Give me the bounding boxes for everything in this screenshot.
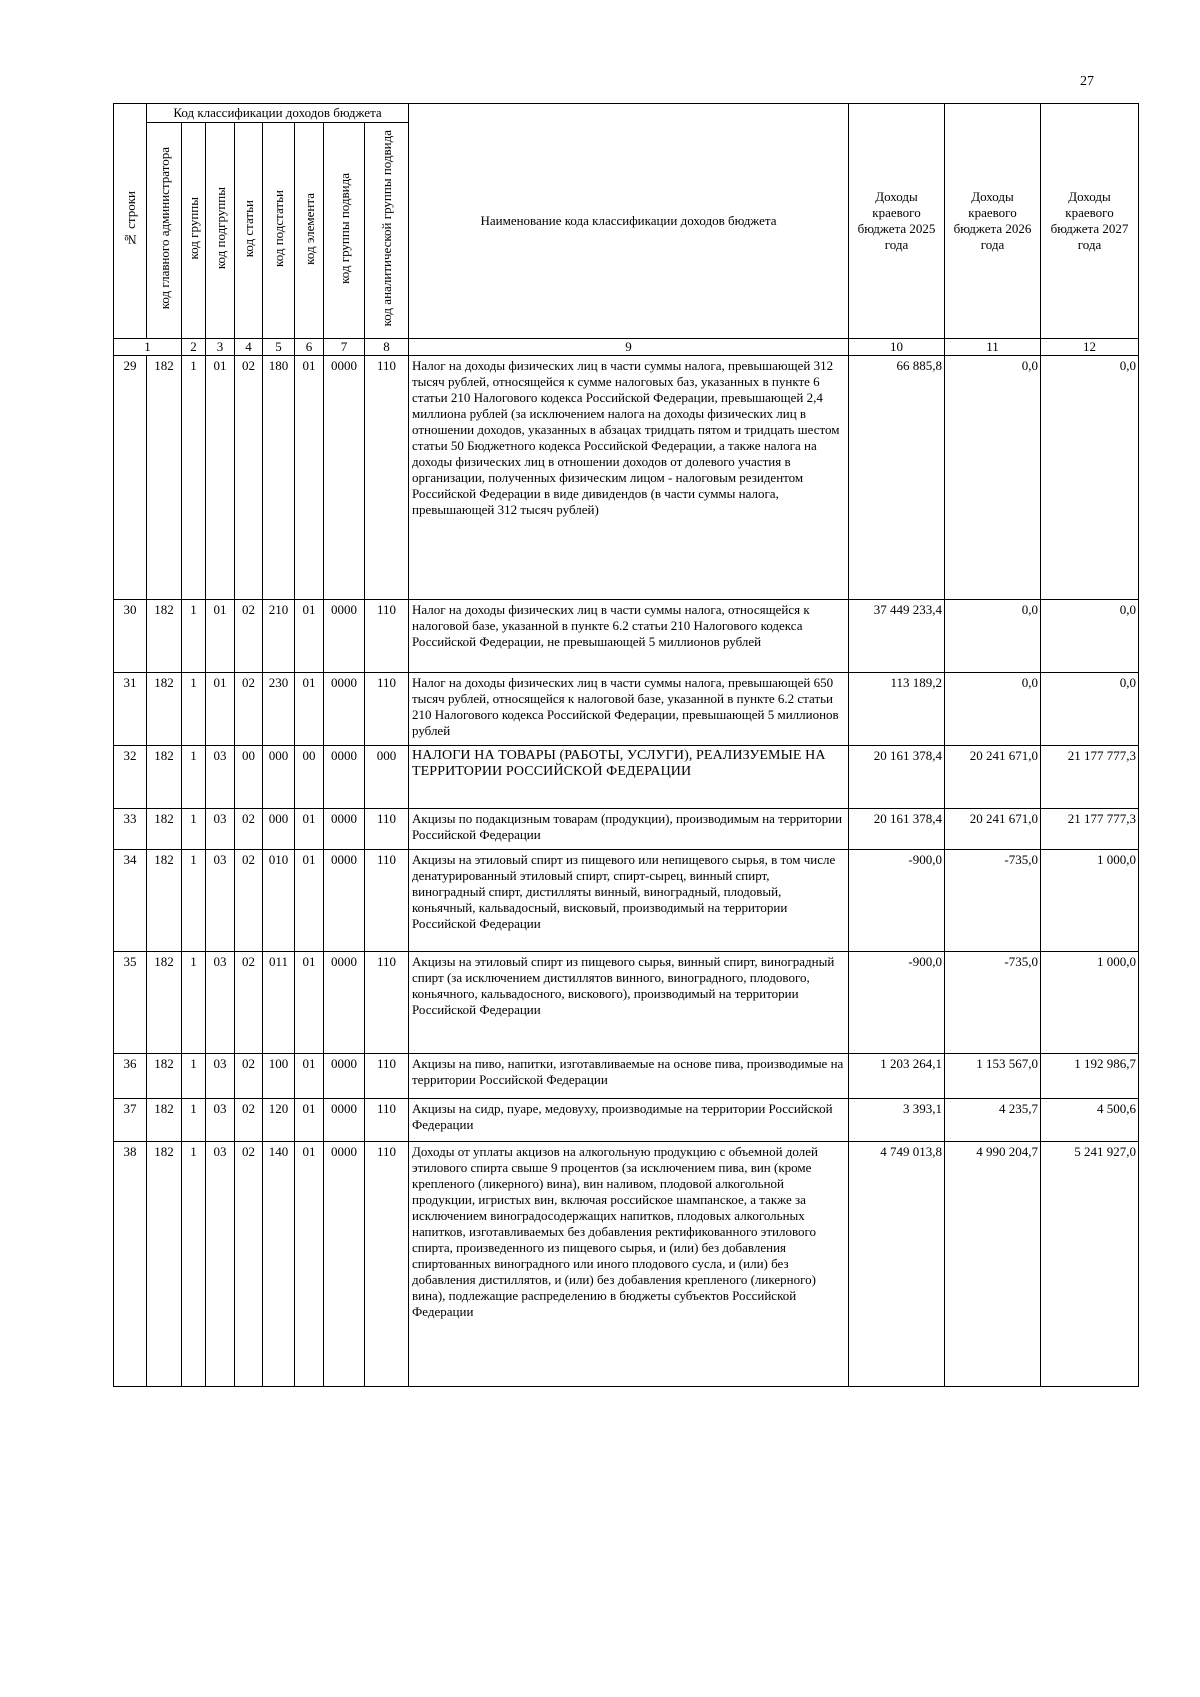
income-2027: 1 000,0 [1041,850,1139,952]
admin-code: 182 [147,850,182,952]
income-2025: 37 449 233,4 [849,600,945,673]
analytic-group-code: 110 [365,1142,409,1387]
admin-code: 182 [147,809,182,850]
income-2025: 113 189,2 [849,673,945,746]
subarticle-code: 180 [263,356,295,600]
analytic-group-code: 110 [365,600,409,673]
subtype-group-code: 0000 [324,600,365,673]
income-2025: 1 203 264,1 [849,1054,945,1099]
subarticle-code: 120 [263,1099,295,1142]
income-name: Доходы от уплаты акцизов на алкогольную продукцию с объемной долей этилового спирта свыше 9 процентов (за исключением пива, вин (кроме крепленого (ликерного) вина), вин наливом, плодовой алкогольной продукции, игристых вин, включая российское шампанское, а также за исключением виноградосодержащих напитков, плодовых алкогольных напитков, изготавливаемых без добавления ректификованного этилового спирта, произведенного из пищевого сырья, и (или) без добавления спиртованных виноградного или иного плодового сусла, и (или) без добавления дистиллятов, и (или) без добавления крепленого (ликерного) вина), подлежащие распределению в бюджеты субъектов Российской Федерации [409,1142,849,1387]
income-2025: -900,0 [849,952,945,1054]
income-2027: 21 177 777,3 [1041,746,1139,809]
subgroup-code: 03 [206,809,235,850]
income-2026: 0,0 [945,673,1041,746]
admin-code: 182 [147,600,182,673]
table-row [114,1054,1139,1099]
article-code: 02 [235,952,263,1054]
subgroup-code: 01 [206,600,235,673]
income-2027: 0,0 [1041,673,1139,746]
header-group-code: код группы [182,123,206,339]
subtype-group-code: 0000 [324,952,365,1054]
row-number: 35 [114,952,147,1054]
element-code: 01 [295,1142,324,1387]
table-row [114,809,1139,850]
analytic-group-code: 110 [365,673,409,746]
column-number: 4 [235,339,263,356]
subgroup-code: 03 [206,746,235,809]
subtype-group-code: 0000 [324,1142,365,1387]
column-number: 2 [182,339,206,356]
column-number: 11 [945,339,1041,356]
income-2025: 4 749 013,8 [849,1142,945,1387]
header-admin-code: код главного администратора [147,123,182,339]
income-2025: 20 161 378,4 [849,746,945,809]
row-number: 29 [114,356,147,600]
group-code: 1 [182,850,206,952]
header-article-code: код статьи [235,123,263,339]
row-number: 36 [114,1054,147,1099]
income-name: Акцизы на этиловый спирт из пищевого или непищевого сырья, в том числе денатурированный этиловый спирт, спирт-сырец, винный спирт, виноградный спирт, дистилляты винный, виноградный, плодовый, коньячный, кальвадосный, висковый, производимый на территории Российской Федерации [409,850,849,952]
income-name: НАЛОГИ НА ТОВАРЫ (РАБОТЫ, УСЛУГИ), РЕАЛИЗУЕМЫЕ НА ТЕРРИТОРИИ РОССИЙСКОЙ ФЕДЕРАЦИИ [409,746,849,809]
table-row [114,1142,1139,1387]
income-name: Акцизы по подакцизным товарам (продукции), производимым на территории Российской Федерации [409,809,849,850]
column-number: 5 [263,339,295,356]
income-2027: 0,0 [1041,600,1139,673]
income-name: Налог на доходы физических лиц в части суммы налога, превышающей 650 тысяч рублей, относящейся к налоговой базе, указанной в пункте 6.2 статьи 210 Налогового кодекса Российской Федерации, превышающей 5 миллионов рублей [409,673,849,746]
table-row [114,356,1139,600]
column-number: 10 [849,339,945,356]
header-row-no: № строки [114,104,147,339]
table-header [114,104,1139,356]
income-2027: 5 241 927,0 [1041,1142,1139,1387]
element-code: 00 [295,746,324,809]
element-code: 01 [295,1099,324,1142]
analytic-group-code: 110 [365,1054,409,1099]
income-name: Акцизы на пиво, напитки, изготавливаемые на основе пива, производимые на территории Российской Федерации [409,1054,849,1099]
income-2026: 0,0 [945,600,1041,673]
subtype-group-code: 0000 [324,1054,365,1099]
subgroup-code: 01 [206,673,235,746]
table-row [114,600,1139,673]
income-2026: 1 153 567,0 [945,1054,1041,1099]
subgroup-code: 03 [206,952,235,1054]
income-2027: 4 500,6 [1041,1099,1139,1142]
article-code: 02 [235,1054,263,1099]
subarticle-code: 000 [263,809,295,850]
group-code: 1 [182,673,206,746]
header-analytic-group-code: код аналитической группы подвида [365,123,409,339]
income-2027: 1 192 986,7 [1041,1054,1139,1099]
article-code: 02 [235,850,263,952]
page-number: 27 [1080,74,1094,89]
row-number: 32 [114,746,147,809]
article-code: 02 [235,356,263,600]
column-number-row [114,339,1139,356]
analytic-group-code: 110 [365,850,409,952]
column-number: 6 [295,339,324,356]
income-name: Акцизы на этиловый спирт из пищевого сырья, винный спирт, виноградный спирт (за исключением дистиллятов винного, виноградного, плодового, коньячного, кальвадосного, вискового), производимый на территории Российской Федерации [409,952,849,1054]
header-subgroup-code: код подгруппы [206,123,235,339]
article-code: 02 [235,809,263,850]
subarticle-code: 011 [263,952,295,1054]
table-body [114,356,1139,1387]
column-number: 7 [324,339,365,356]
subtype-group-code: 0000 [324,746,365,809]
analytic-group-code: 110 [365,1099,409,1142]
row-number: 38 [114,1142,147,1387]
admin-code: 182 [147,952,182,1054]
subgroup-code: 03 [206,850,235,952]
table-row [114,673,1139,746]
group-code: 1 [182,356,206,600]
row-number: 33 [114,809,147,850]
article-code: 02 [235,600,263,673]
article-code: 02 [235,673,263,746]
analytic-group-code: 000 [365,746,409,809]
subgroup-code: 03 [206,1099,235,1142]
subarticle-code: 140 [263,1142,295,1387]
header-income-2025: Доходы краевого бюджета 2025 года [849,104,945,339]
budget-income-table [113,103,1139,1387]
income-2026: -735,0 [945,952,1041,1054]
admin-code: 182 [147,1099,182,1142]
subarticle-code: 000 [263,746,295,809]
header-name: Наименование кода классификации доходов бюджета [409,104,849,339]
element-code: 01 [295,952,324,1054]
header-income-2027: Доходы краевого бюджета 2027 года [1041,104,1139,339]
group-code: 1 [182,952,206,1054]
subgroup-code: 03 [206,1054,235,1099]
table-row [114,952,1139,1054]
subtype-group-code: 0000 [324,850,365,952]
element-code: 01 [295,356,324,600]
subarticle-code: 100 [263,1054,295,1099]
income-2026: 4 990 204,7 [945,1142,1041,1387]
column-number: 9 [409,339,849,356]
article-code: 02 [235,1099,263,1142]
row-number: 30 [114,600,147,673]
column-number: 3 [206,339,235,356]
subtype-group-code: 0000 [324,1099,365,1142]
table-row [114,850,1139,952]
income-2026: 20 241 671,0 [945,809,1041,850]
table-row [114,1099,1139,1142]
column-number: 12 [1041,339,1139,356]
element-code: 01 [295,673,324,746]
header-classification-group: Код классификации доходов бюджета [147,104,409,123]
subtype-group-code: 0000 [324,673,365,746]
income-2026: 4 235,7 [945,1099,1041,1142]
row-number: 34 [114,850,147,952]
element-code: 01 [295,1054,324,1099]
article-code: 02 [235,1142,263,1387]
income-2025: -900,0 [849,850,945,952]
column-number: 1 [114,339,182,356]
header-subarticle-code: код подстатьи [263,123,295,339]
admin-code: 182 [147,746,182,809]
group-code: 1 [182,1142,206,1387]
admin-code: 182 [147,673,182,746]
header-income-2026: Доходы краевого бюджета 2026 года [945,104,1041,339]
element-code: 01 [295,850,324,952]
income-2027: 21 177 777,3 [1041,809,1139,850]
subtype-group-code: 0000 [324,809,365,850]
admin-code: 182 [147,356,182,600]
element-code: 01 [295,809,324,850]
subarticle-code: 230 [263,673,295,746]
article-code: 00 [235,746,263,809]
table-row [114,746,1139,809]
income-name: Налог на доходы физических лиц в части суммы налога, относящейся к налоговой базе, указанной в пункте 6.2 статьи 210 Налогового кодекса Российской Федерации, не превышающей 5 миллионов рублей [409,600,849,673]
analytic-group-code: 110 [365,809,409,850]
element-code: 01 [295,600,324,673]
income-2027: 0,0 [1041,356,1139,600]
admin-code: 182 [147,1142,182,1387]
subtype-group-code: 0000 [324,356,365,600]
income-2025: 20 161 378,4 [849,809,945,850]
subarticle-code: 210 [263,600,295,673]
row-number: 31 [114,673,147,746]
header-element-code: код элемента [295,123,324,339]
income-2025: 3 393,1 [849,1099,945,1142]
income-name: Налог на доходы физических лиц в части суммы налога, превышающей 312 тысяч рублей, относящейся к сумме налоговых баз, указанных в пункте 6 статьи 210 Налогового кодекса Российской Федерации, превышающей 2,4 миллиона рублей (за исключением налога на доходы физических лиц в отношении доходов, указанных в абзацах тридцать пятом и тридцать шестом статьи 50 Бюджетного кодекса Российской Федерации, а также налога на доходы физических лиц в отношении доходов от долевого участия в организации, полученных физическим лицом - налоговым резидентом Российской Федерации в виде дивидендов (в части суммы налога, превышающей 312 тысяч рублей) [409,356,849,600]
column-number: 8 [365,339,409,356]
analytic-group-code: 110 [365,952,409,1054]
group-code: 1 [182,1054,206,1099]
group-code: 1 [182,746,206,809]
subgroup-code: 03 [206,1142,235,1387]
income-2026: 0,0 [945,356,1041,600]
header-subtype-group-code: код группы подвида [324,123,365,339]
income-2027: 1 000,0 [1041,952,1139,1054]
group-code: 1 [182,1099,206,1142]
analytic-group-code: 110 [365,356,409,600]
income-2025: 66 885,8 [849,356,945,600]
subarticle-code: 010 [263,850,295,952]
admin-code: 182 [147,1054,182,1099]
group-code: 1 [182,600,206,673]
group-code: 1 [182,809,206,850]
row-number: 37 [114,1099,147,1142]
subgroup-code: 01 [206,356,235,600]
income-2026: -735,0 [945,850,1041,952]
income-2026: 20 241 671,0 [945,746,1041,809]
income-name: Акцизы на сидр, пуаре, медовуху, производимые на территории Российской Федерации [409,1099,849,1142]
